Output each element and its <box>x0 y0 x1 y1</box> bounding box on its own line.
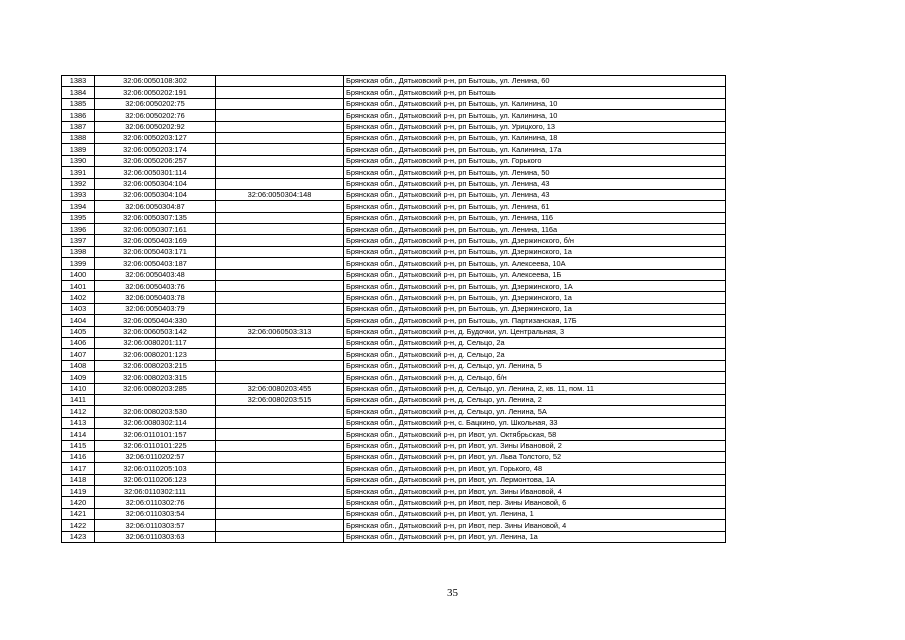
cadastral-number-cell: 32:06:0110303:54 <box>95 508 216 519</box>
linked-cadastral-number-cell <box>216 372 344 383</box>
table-row <box>62 406 726 417</box>
cadastral-number-cell: 32:06:0050301:114 <box>95 167 216 178</box>
table-row <box>62 486 726 497</box>
cadastral-number-cell: 32:06:0050202:191 <box>95 87 216 98</box>
cadastral-number-cell: 32:06:0050202:92 <box>95 121 216 132</box>
address-cell: Брянская обл., Дятьковский р-н, рп Ивот, ул. Горького, 48 <box>344 463 726 474</box>
linked-cadastral-number-cell <box>216 531 344 542</box>
table-row <box>62 201 726 212</box>
linked-cadastral-number-cell <box>216 486 344 497</box>
address-cell: Брянская обл., Дятьковский р-н, рп Ивот, ул. Льва Толстого, 52 <box>344 451 726 462</box>
row-number-cell: 1389 <box>62 144 95 155</box>
address-cell: Брянская обл., Дятьковский р-н, рп Бытошь, ул. Дзержинского, 1а <box>344 292 726 303</box>
address-cell: Брянская обл., Дятьковский р-н, рп Бытошь, ул. Калинина, 18 <box>344 132 726 143</box>
cadastral-number-cell: 32:06:0050307:135 <box>95 212 216 223</box>
cadastral-number-cell: 32:06:0050206:257 <box>95 155 216 166</box>
address-cell: Брянская обл., Дятьковский р-н, рп Бытошь, ул. Дзержинского, б/н <box>344 235 726 246</box>
table-row <box>62 121 726 132</box>
cadastral-number-cell: 32:06:0050403:78 <box>95 292 216 303</box>
page-number: 35 <box>447 587 458 599</box>
address-cell: Брянская обл., Дятьковский р-н, рп Бытошь, ул. Калинина, 10 <box>344 98 726 109</box>
row-number-cell: 1409 <box>62 372 95 383</box>
linked-cadastral-number-cell <box>216 167 344 178</box>
cadastral-number-cell: 32:06:0110101:157 <box>95 429 216 440</box>
cadastral-number-cell: 32:06:0050202:76 <box>95 110 216 121</box>
row-number-cell: 1385 <box>62 98 95 109</box>
linked-cadastral-number-cell <box>216 121 344 132</box>
linked-cadastral-number-cell <box>216 76 344 87</box>
linked-cadastral-number-cell <box>216 98 344 109</box>
table-row <box>62 224 726 235</box>
linked-cadastral-number-cell <box>216 360 344 371</box>
table-row <box>62 292 726 303</box>
address-cell: Брянская обл., Дятьковский р-н, рп Ивот, ул. Ленина, 1а <box>344 531 726 542</box>
table-row <box>62 167 726 178</box>
address-cell: Брянская обл., Дятьковский р-н, рп Бытошь, ул. Партизанская, 17Б <box>344 315 726 326</box>
row-number-cell: 1394 <box>62 201 95 212</box>
cadastral-number-cell: 32:06:0080302:114 <box>95 417 216 428</box>
table-row <box>62 76 726 87</box>
table-row <box>62 132 726 143</box>
row-number-cell: 1384 <box>62 87 95 98</box>
linked-cadastral-number-cell <box>216 178 344 189</box>
row-number-cell: 1403 <box>62 303 95 314</box>
address-cell: Брянская обл., Дятьковский р-н, рп Бытошь, ул. Ленина, 43 <box>344 189 726 200</box>
row-number-cell: 1406 <box>62 337 95 348</box>
linked-cadastral-number-cell <box>216 224 344 235</box>
address-cell: Брянская обл., Дятьковский р-н, рп Бытошь, ул. Ленина, 116а <box>344 224 726 235</box>
row-number-cell: 1400 <box>62 269 95 280</box>
cadastral-number-cell: 32:06:0110101:225 <box>95 440 216 451</box>
cadastral-number-cell: 32:06:0050304:104 <box>95 189 216 200</box>
table-row <box>62 246 726 257</box>
row-number-cell: 1411 <box>62 394 95 405</box>
row-number-cell: 1405 <box>62 326 95 337</box>
table-row <box>62 440 726 451</box>
address-cell: Брянская обл., Дятьковский р-н, рп Бытошь, ул. Горького <box>344 155 726 166</box>
cadastral-number-cell: 32:06:0050403:171 <box>95 246 216 257</box>
address-cell: Брянская обл., Дятьковский р-н, д. Сельцо, 2а <box>344 349 726 360</box>
linked-cadastral-number-cell <box>216 508 344 519</box>
row-number-cell: 1387 <box>62 121 95 132</box>
address-cell: Брянская обл., Дятьковский р-н, рп Бытошь, ул. Калинина, 17а <box>344 144 726 155</box>
table-row <box>62 315 726 326</box>
linked-cadastral-number-cell <box>216 349 344 360</box>
address-cell: Брянская обл., Дятьковский р-н, рп Ивот, ул. Октябрьская, 58 <box>344 429 726 440</box>
cadastral-number-cell: 32:06:0050404:330 <box>95 315 216 326</box>
linked-cadastral-number-cell <box>216 258 344 269</box>
row-number-cell: 1408 <box>62 360 95 371</box>
table-row <box>62 349 726 360</box>
cadastral-number-cell: 32:06:0110302:76 <box>95 497 216 508</box>
row-number-cell: 1395 <box>62 212 95 223</box>
row-number-cell: 1386 <box>62 110 95 121</box>
linked-cadastral-number-cell <box>216 337 344 348</box>
linked-cadastral-number-cell <box>216 246 344 257</box>
address-cell: Брянская обл., Дятьковский р-н, д. Сельцо, ул. Ленина, 5А <box>344 406 726 417</box>
address-cell: Брянская обл., Дятьковский р-н, рп Ивот, ул. Зины Ивановой, 2 <box>344 440 726 451</box>
row-number-cell: 1383 <box>62 76 95 87</box>
row-number-cell: 1396 <box>62 224 95 235</box>
row-number-cell: 1415 <box>62 440 95 451</box>
address-cell: Брянская обл., Дятьковский р-н, рп Бытошь, ул. Калинина, 10 <box>344 110 726 121</box>
cadastral-number-cell: 32:06:0050203:127 <box>95 132 216 143</box>
table-row <box>62 337 726 348</box>
table-row <box>62 508 726 519</box>
table-row <box>62 326 726 337</box>
row-number-cell: 1399 <box>62 258 95 269</box>
cadastral-number-cell: 32:06:0110303:63 <box>95 531 216 542</box>
address-cell: Брянская обл., Дятьковский р-н, рп Ивот, ул. Ленина, 1 <box>344 508 726 519</box>
address-cell: Брянская обл., Дятьковский р-н, рп Бытошь, ул. Урицкого, 13 <box>344 121 726 132</box>
address-cell: Брянская обл., Дятьковский р-н, рп Ивот, ул. Зины Ивановой, 4 <box>344 486 726 497</box>
table-row <box>62 531 726 542</box>
table-row <box>62 303 726 314</box>
linked-cadastral-number-cell <box>216 269 344 280</box>
cadastral-number-cell: 32:06:0050403:79 <box>95 303 216 314</box>
linked-cadastral-number-cell <box>216 87 344 98</box>
linked-cadastral-number-cell <box>216 315 344 326</box>
address-cell: Брянская обл., Дятьковский р-н, рп Бытошь, ул. Ленина, 50 <box>344 167 726 178</box>
cadastral-number-cell: 32:06:0060503:142 <box>95 326 216 337</box>
cadastral-number-cell: 32:06:0080203:530 <box>95 406 216 417</box>
address-cell: Брянская обл., Дятьковский р-н, с. Бацкино, ул. Школьная, 33 <box>344 417 726 428</box>
linked-cadastral-number-cell <box>216 520 344 531</box>
linked-cadastral-number-cell: 32:06:0060503:313 <box>216 326 344 337</box>
linked-cadastral-number-cell <box>216 451 344 462</box>
row-number-cell: 1418 <box>62 474 95 485</box>
cadastral-number-cell: 32:06:0050403:169 <box>95 235 216 246</box>
address-cell: Брянская обл., Дятьковский р-н, рп Бытошь, ул. Ленина, 43 <box>344 178 726 189</box>
address-cell: Брянская обл., Дятьковский р-н, рп Бытошь, ул. Ленина, 60 <box>344 76 726 87</box>
table-row <box>62 258 726 269</box>
linked-cadastral-number-cell <box>216 132 344 143</box>
address-cell: Брянская обл., Дятьковский р-н, рп Бытошь, ул. Алексеева, 10А <box>344 258 726 269</box>
address-cell: Брянская обл., Дятьковский р-н, д. Будочки, ул. Центральная, 3 <box>344 326 726 337</box>
table-row <box>62 281 726 292</box>
cadastral-number-cell: 32:06:0050108:302 <box>95 76 216 87</box>
linked-cadastral-number-cell <box>216 201 344 212</box>
cadastral-number-cell: 32:06:0080203:285 <box>95 383 216 394</box>
address-cell: Брянская обл., Дятьковский р-н, рп Ивот, ул. Лермонтова, 1А <box>344 474 726 485</box>
address-cell: Брянская обл., Дятьковский р-н, рп Бытошь <box>344 87 726 98</box>
table-row <box>62 178 726 189</box>
cadastral-number-cell: 32:06:0050304:104 <box>95 178 216 189</box>
linked-cadastral-number-cell <box>216 497 344 508</box>
row-number-cell: 1407 <box>62 349 95 360</box>
table-row <box>62 360 726 371</box>
cadastral-number-cell: 32:06:0080203:215 <box>95 360 216 371</box>
table-row <box>62 429 726 440</box>
cadastral-number-cell: 32:06:0110303:57 <box>95 520 216 531</box>
row-number-cell: 1414 <box>62 429 95 440</box>
cadastral-number-cell: 32:06:0050403:76 <box>95 281 216 292</box>
linked-cadastral-number-cell: 32:06:0080203:455 <box>216 383 344 394</box>
row-number-cell: 1412 <box>62 406 95 417</box>
address-cell: Брянская обл., Дятьковский р-н, рп Бытошь, ул. Дзержинского, 1а <box>344 246 726 257</box>
cadastral-number-cell: 32:06:0080203:315 <box>95 372 216 383</box>
cadastral-number-cell: 32:06:0110302:111 <box>95 486 216 497</box>
linked-cadastral-number-cell <box>216 110 344 121</box>
row-number-cell: 1398 <box>62 246 95 257</box>
cadastral-number-cell: 32:06:0110206:123 <box>95 474 216 485</box>
linked-cadastral-number-cell <box>216 144 344 155</box>
table-row <box>62 417 726 428</box>
linked-cadastral-number-cell <box>216 440 344 451</box>
table-row <box>62 383 726 394</box>
address-cell: Брянская обл., Дятьковский р-н, рп Ивот, пер. Зины Ивановой, 4 <box>344 520 726 531</box>
cadastral-number-cell: 32:06:0110205:103 <box>95 463 216 474</box>
linked-cadastral-number-cell <box>216 281 344 292</box>
table-row <box>62 372 726 383</box>
row-number-cell: 1393 <box>62 189 95 200</box>
row-number-cell: 1421 <box>62 508 95 519</box>
row-number-cell: 1417 <box>62 463 95 474</box>
linked-cadastral-number-cell <box>216 292 344 303</box>
row-number-cell: 1423 <box>62 531 95 542</box>
table-row <box>62 155 726 166</box>
linked-cadastral-number-cell <box>216 463 344 474</box>
table-body <box>62 76 726 543</box>
table-row <box>62 212 726 223</box>
address-cell: Брянская обл., Дятьковский р-н, рп Бытошь, ул. Ленина, 116 <box>344 212 726 223</box>
row-number-cell: 1416 <box>62 451 95 462</box>
row-number-cell: 1413 <box>62 417 95 428</box>
address-cell: Брянская обл., Дятьковский р-н, д. Сельцо, б/н <box>344 372 726 383</box>
table-row <box>62 394 726 405</box>
address-cell: Брянская обл., Дятьковский р-н, рп Ивот, пер. Зины Ивановой, 6 <box>344 497 726 508</box>
table-row <box>62 497 726 508</box>
linked-cadastral-number-cell: 32:06:0080203:515 <box>216 394 344 405</box>
cadastral-number-cell: 32:06:0080201:123 <box>95 349 216 360</box>
table-row <box>62 87 726 98</box>
cadastral-number-cell: 32:06:0050304:87 <box>95 201 216 212</box>
row-number-cell: 1388 <box>62 132 95 143</box>
linked-cadastral-number-cell: 32:06:0050304:148 <box>216 189 344 200</box>
table-row <box>62 520 726 531</box>
linked-cadastral-number-cell <box>216 406 344 417</box>
row-number-cell: 1402 <box>62 292 95 303</box>
address-cell: Брянская обл., Дятьковский р-н, д. Сельцо, ул. Ленина, 2 <box>344 394 726 405</box>
address-cell: Брянская обл., Дятьковский р-н, д. Сельцо, ул. Ленина, 2, кв. 11, пом. 11 <box>344 383 726 394</box>
row-number-cell: 1422 <box>62 520 95 531</box>
row-number-cell: 1410 <box>62 383 95 394</box>
linked-cadastral-number-cell <box>216 429 344 440</box>
cadastral-number-cell: 32:06:0110202:57 <box>95 451 216 462</box>
cadastral-number-cell <box>95 394 216 405</box>
row-number-cell: 1397 <box>62 235 95 246</box>
row-number-cell: 1390 <box>62 155 95 166</box>
table-row <box>62 110 726 121</box>
table-row <box>62 451 726 462</box>
address-cell: Брянская обл., Дятьковский р-н, рп Бытошь, ул. Дзержинского, 1а <box>344 303 726 314</box>
address-cell: Брянская обл., Дятьковский р-н, рп Бытошь, ул. Дзержинского, 1А <box>344 281 726 292</box>
cadastral-number-cell: 32:06:0050202:75 <box>95 98 216 109</box>
linked-cadastral-number-cell <box>216 417 344 428</box>
row-number-cell: 1404 <box>62 315 95 326</box>
row-number-cell: 1391 <box>62 167 95 178</box>
cadastral-number-cell: 32:06:0050403:187 <box>95 258 216 269</box>
cadastral-number-cell: 32:06:0080201:117 <box>95 337 216 348</box>
linked-cadastral-number-cell <box>216 235 344 246</box>
address-cell: Брянская обл., Дятьковский р-н, рп Бытошь, ул. Ленина, 61 <box>344 201 726 212</box>
row-number-cell: 1401 <box>62 281 95 292</box>
address-cell: Брянская обл., Дятьковский р-н, д. Сельцо, ул. Ленина, 5 <box>344 360 726 371</box>
linked-cadastral-number-cell <box>216 474 344 485</box>
table-row <box>62 98 726 109</box>
row-number-cell: 1392 <box>62 178 95 189</box>
cadastral-number-cell: 32:06:0050307:161 <box>95 224 216 235</box>
table-row <box>62 463 726 474</box>
cadastral-number-cell: 32:06:0050203:174 <box>95 144 216 155</box>
address-cell: Брянская обл., Дятьковский р-н, д. Сельцо, 2а <box>344 337 726 348</box>
table-row <box>62 189 726 200</box>
row-number-cell: 1419 <box>62 486 95 497</box>
linked-cadastral-number-cell <box>216 303 344 314</box>
linked-cadastral-number-cell <box>216 212 344 223</box>
table-row <box>62 269 726 280</box>
linked-cadastral-number-cell <box>216 155 344 166</box>
table-row <box>62 474 726 485</box>
cadastral-number-cell: 32:06:0050403:48 <box>95 269 216 280</box>
address-cell: Брянская обл., Дятьковский р-н, рп Бытошь, ул. Алексеева, 1Б <box>344 269 726 280</box>
table-row <box>62 144 726 155</box>
row-number-cell: 1420 <box>62 497 95 508</box>
table-row <box>62 235 726 246</box>
property-table <box>61 75 726 543</box>
